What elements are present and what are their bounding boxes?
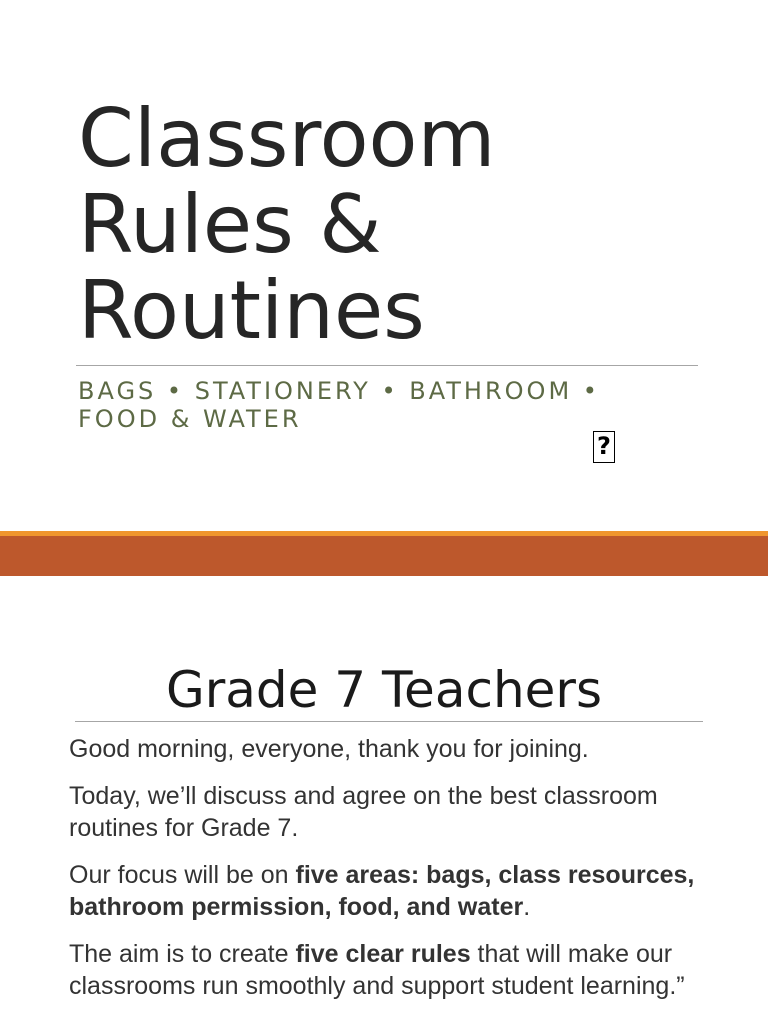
paragraph-4-pre: The aim is to create	[69, 940, 296, 968]
accent-band	[0, 536, 768, 576]
paragraph-3-bold: five areas: bags, class resources, bathroom permission, food, and water	[69, 861, 695, 921]
paragraph-4-bold: five clear rules	[295, 940, 471, 968]
paragraph-3	[69, 859, 719, 923]
title-line-2: Rules &	[78, 178, 382, 271]
slide-heading: Grade 7 Teachers	[165, 661, 603, 719]
paragraph-2	[69, 780, 719, 844]
slide-subtitle	[78, 377, 698, 433]
title-line-3: Routines	[78, 264, 425, 357]
missing-glyph-icon: ?	[593, 431, 615, 463]
heading-divider	[75, 721, 703, 722]
paragraph-2-text: Today, we’ll discuss and agree on the best classroom routines for Grade 7.	[69, 782, 658, 842]
slide-title	[78, 92, 698, 357]
paragraph-4-post: that will make our classrooms run smoothly and support student learning.”	[69, 940, 685, 1000]
subtitle-line-1: BAGS • STATIONERY • BATHROOM •	[78, 377, 600, 405]
title-line-1: Classroom	[78, 92, 496, 185]
paragraph-1	[69, 733, 719, 765]
paragraph-4	[69, 938, 719, 1002]
content-slide	[0, 576, 768, 1024]
slide-body	[69, 733, 719, 1017]
paragraph-3-pre: Our focus will be on	[69, 861, 296, 889]
subtitle-line-2: FOOD & WATER	[78, 405, 302, 433]
title-divider	[76, 365, 698, 366]
paragraph-3-post: .	[523, 893, 531, 921]
paragraph-1-text: Good morning, everyone, thank you for joining.	[69, 735, 589, 763]
